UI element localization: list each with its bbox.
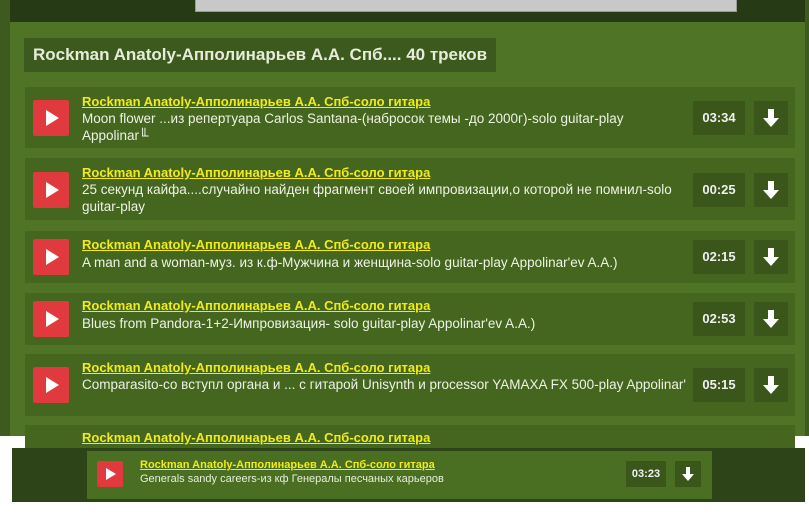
- top-search-bar[interactable]: [195, 0, 737, 12]
- track-row: [25, 231, 795, 283]
- play-icon: [46, 311, 59, 327]
- artist-link[interactable]: Rockman Anatoly-Апполинарьев А.А. Спб-соло гитара: [82, 165, 431, 180]
- track-row: [25, 293, 795, 345]
- track-duration: 03:34: [693, 101, 745, 135]
- track-row: [25, 354, 795, 416]
- artist-link[interactable]: Rockman Anatoly-Апполинарьев А.А. Спб-соло гитара: [82, 430, 431, 445]
- artist-link[interactable]: Rockman Anatoly-Апполинарьев А.А. Спб-соло гитара: [82, 360, 431, 375]
- track-duration: 02:53: [693, 302, 745, 336]
- play-icon: [106, 468, 116, 480]
- track-title: Comparasito-со вступл органа и ... с гитарой Unisynth и processor YAMAXA FX 500-play Appolinar': [82, 377, 686, 392]
- artist-link[interactable]: Rockman Anatoly-Апполинарьев А.А. Спб-соло гитара: [82, 94, 431, 109]
- page-title: Rockman Anatoly-Апполинарьев А.А. Спб.... 40 треков: [24, 38, 496, 72]
- track-title: Moon flower ...из репертуара Carlos Santana-(набросок темы -до 2000г)-solo guitar-play Appolinar╙: [82, 111, 624, 143]
- track-title: Blues from Pandora-1+2-Импровизация- solo guitar-play Appolinar'ev A.A.): [82, 316, 536, 331]
- play-icon: [46, 110, 59, 126]
- play-button[interactable]: [33, 100, 69, 136]
- download-button[interactable]: [754, 240, 788, 274]
- track-row: [25, 158, 795, 220]
- track-duration: 05:15: [693, 368, 745, 402]
- download-button[interactable]: [754, 302, 788, 336]
- download-button[interactable]: [754, 368, 788, 402]
- track-duration: 02:15: [693, 240, 745, 274]
- track-title: 25 секунд кайфа....случайно найден фрагмент своей импровизации,о которой не помнил-solo guitar-play: [82, 182, 672, 214]
- track-duration: 03:23: [626, 461, 666, 487]
- artist-link[interactable]: Rockman Anatoly-Апполинарьев А.А. Спб-соло гитара: [82, 298, 431, 313]
- download-button[interactable]: [754, 173, 788, 207]
- now-playing-track: [87, 451, 712, 499]
- play-button[interactable]: [33, 172, 69, 208]
- artist-link[interactable]: Rockman Anatoly-Апполинарьев А.А. Спб-соло гитара: [82, 237, 431, 252]
- download-button[interactable]: [754, 101, 788, 135]
- track-title: Generals sandy careers-из кф Генералы песчаных карьеров: [140, 473, 444, 485]
- track-duration: 00:25: [693, 173, 745, 207]
- track-title: A man and a woman-муз. из к.ф-Мужчина и женщина-solo guitar-play Appolinar'ev A.A.): [82, 255, 618, 270]
- top-strip: [10, 0, 805, 22]
- play-button[interactable]: [33, 301, 69, 337]
- play-button[interactable]: [97, 461, 123, 487]
- track-row: [25, 87, 795, 148]
- play-icon: [46, 182, 59, 198]
- play-button[interactable]: [33, 239, 69, 275]
- download-button[interactable]: [675, 461, 701, 487]
- play-button[interactable]: [33, 367, 69, 403]
- play-icon: [46, 377, 59, 393]
- artist-link[interactable]: Rockman Anatoly-Апполинарьев А.А. Спб-соло гитара: [140, 459, 435, 471]
- play-icon: [46, 249, 59, 265]
